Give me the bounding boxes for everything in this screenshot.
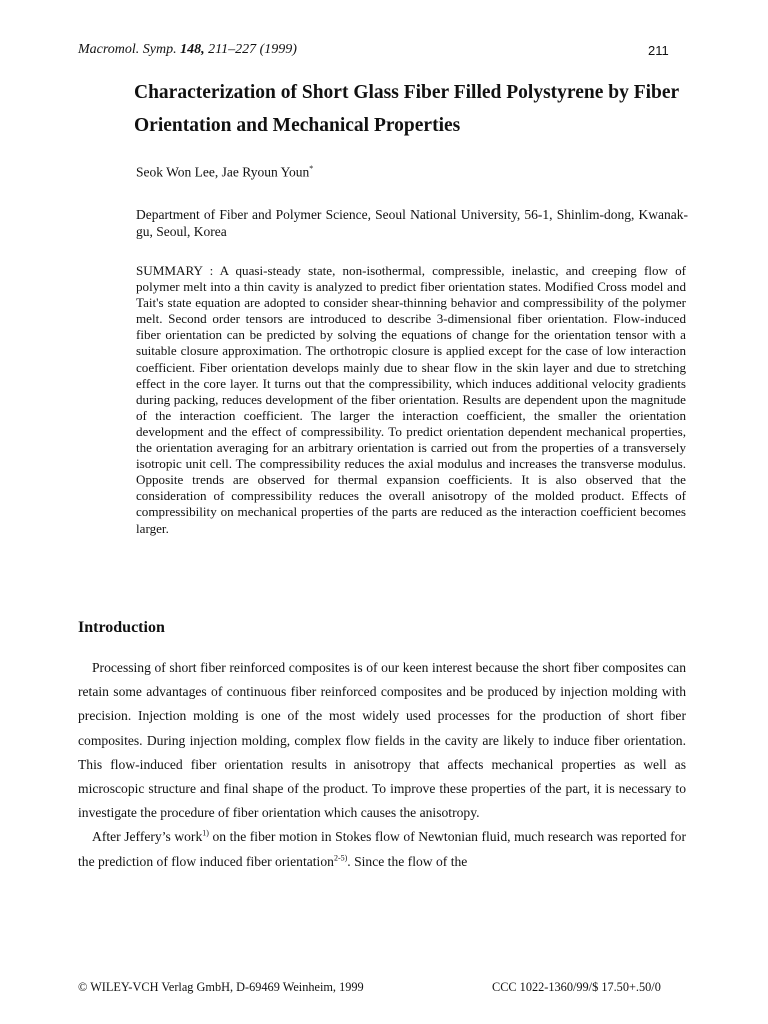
journal-pages-year: 211–227 (1999)	[204, 42, 297, 57]
intro-p2-text-b: on the fiber motion in Stokes flow of Newtonian fluid, much research was reported for the prediction of flow induced fiber orientation	[78, 829, 686, 869]
author-names: Seok Won Lee, Jae Ryoun Youn	[136, 164, 310, 180]
journal-citation	[78, 42, 297, 58]
citation-ref-1: 1)	[202, 828, 209, 838]
page-number: 211	[648, 43, 669, 58]
intro-paragraph-2	[78, 825, 686, 873]
paper-title: Characterization of Short Glass Fiber Filled Polystyrene by Fiber Orientation and Mechanical Properties	[134, 82, 679, 136]
affiliation: Department of Fiber and Polymer Science, Seoul National University, 56-1, Shinlim-dong, Kwanak-gu, Seoul, Korea	[136, 207, 688, 239]
abstract-summary: SUMMARY : A quasi-steady state, non-isothermal, compressible, inelastic, and creeping flow of polymer melt into a thin cavity is analyzed to predict fiber orientation states. Modified Cross model and Tait's state equation are adopted to consider shear-thinning behavior and compressibility of the polymer melt. Second order tensors are introduced to describe 3-dimensional fiber orientation. Flow-induced fiber orientation can be predicted by solving the equations of change for the orientation tensor with a suitable closure approximation. The orthotropic closure is applied except for the case of low interaction coefficient. Fiber orientation develops mainly due to shear flow in the skin layer and due to stretching effect in the core layer. It turns out that the compressibility, which induces additional velocity gradients during packing, reduces development of the fiber orientation. Results are dependent upon the magnitude of the interaction coefficient. The larger the interaction coefficient, the smaller the orientation development and the effect of compressibility. To predict orientation dependent mechanical properties, the orientation averaging for an arbitrary orientation is carried out from the properties of a transversely isotropic unit cell. The compressibility reduces the axial modulus and increases the transverse modulus. Opposite trends are observed for thermal expansion coefficients. It is also observed that the consideration of compressibility reduces the overall anisotropy of the molded product. Effects of compressibility on mechanical properties of the parts are reduced as the interaction coefficient becomes larger.	[136, 263, 686, 536]
journal-name: Macromol. Symp.	[78, 42, 181, 57]
citation-ref-2-5: 2-5)	[333, 853, 348, 863]
intro-p2-text-a: After Jeffery’s work	[92, 829, 203, 845]
introduction-body	[78, 656, 686, 874]
intro-p2-text-c: . Since the flow of the	[347, 853, 468, 869]
section-heading-introduction: Introduction	[78, 619, 165, 636]
corresponding-author-mark: *	[309, 164, 314, 173]
journal-volume: 148,	[180, 42, 205, 57]
footer-ccc-code: CCC 1022-1360/99/$ 17.50+.50/0	[492, 980, 661, 994]
author-list	[136, 164, 313, 181]
intro-paragraph-1: Processing of short fiber reinforced composites is of our keen interest because the short fiber composites can retain some advantages of continuous fiber reinforced composites and be produced by injection molding with precision. Injection molding is one of the most widely used processes for the production of short fiber composites. During injection molding, complex flow fields in the cavity are likely to induce fiber orientation. This flow-induced fiber orientation results in anisotropy that affects mechanical properties as well as microscopic structure and final shape of the product. To improve these properties of the part, it is necessary to investigate the procedure of fiber orientation which causes the anisotropy.	[78, 660, 686, 821]
footer-copyright: © WILEY-VCH Verlag GmbH, D-69469 Weinheim, 1999	[78, 980, 364, 994]
